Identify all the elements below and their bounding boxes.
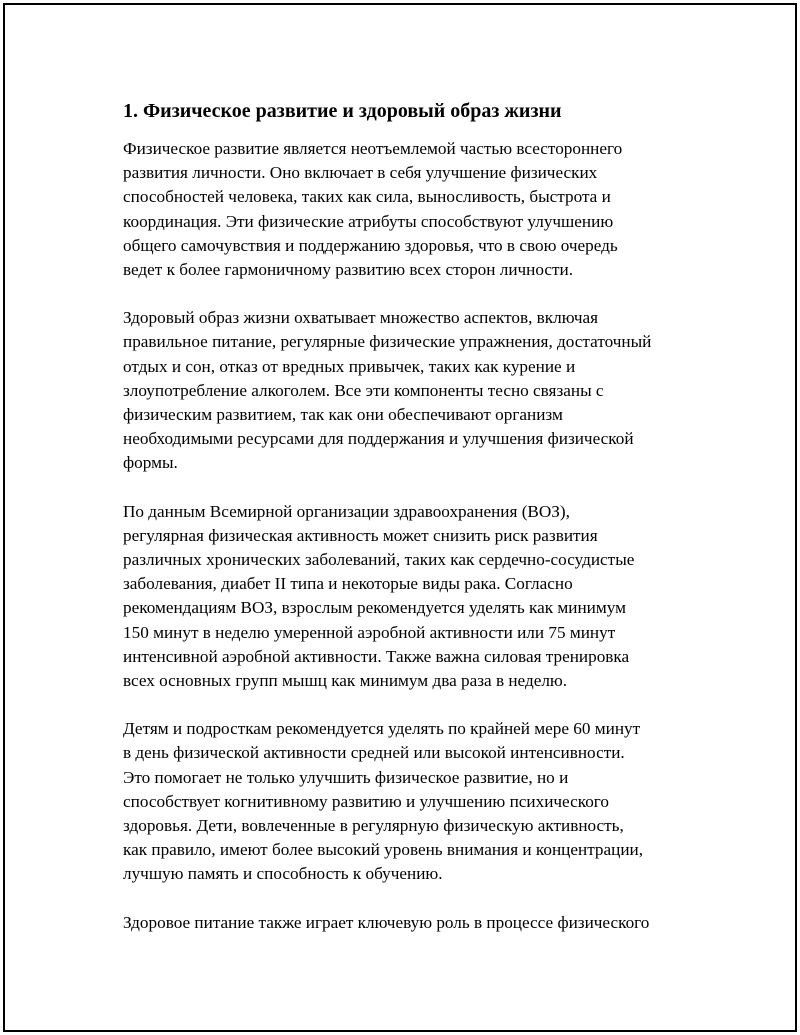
text-line: злоупотребление алкоголем. Все эти компоненты тесно связаны с [123,380,604,400]
paragraph [123,500,713,694]
text-line: Физическое развитие является неотъемлемой частью всестороннего [123,139,623,158]
text-line: правильное питание, регулярные физические упражнения, достаточный [123,332,652,352]
text-line: По данным Всемирной организации здравоохранения (ВОЗ), [123,501,570,521]
text-line: Здоровый образ жизни охватывает множество аспектов, включая [123,308,599,328]
text-line: Здоровое питание также играет ключевую роль в процессе физического [123,912,650,932]
paragraph [123,717,713,886]
text-line: способствует когнитивному развитию и улучшению психического [123,791,610,811]
text-line: лучшую память и способность к обучению. [123,864,443,884]
text-line: развития личности. Оно включает в себя улучшение физических [123,163,598,183]
document-body [123,99,713,935]
text-line: ведет к более гармоничному развитию всех сторон личности. [123,260,574,280]
text-line: регулярная физическая активность может снизить риск развития [123,525,598,545]
text-line: заболевания, диабет II типа и некоторые виды рака. Согласно [123,574,573,594]
paragraph [123,306,713,475]
text-line: в день физической активности средней или высокой интенсивности. [123,743,625,763]
page-frame [3,3,797,1032]
text-line: рекомендациям ВОЗ, взрослым рекомендуется уделять как минимум [123,598,626,618]
text-line: всех основных групп мышц как минимум два раза в неделю. [123,671,568,691]
text-line: различных хронических заболеваний, таких как сердечно-сосудистые [123,550,635,570]
text-line: 150 минут в неделю умеренной аэробной активности или 75 минут [123,622,616,642]
text-line: как правило, имеют более высокий уровень внимания и концентрации, [123,840,644,860]
text-line: интенсивной аэробной активности. Также важна силовая тренировка [123,646,630,666]
text-line: способностей человека, таких как сила, выносливость, быстрота и [123,187,611,207]
text-line: физическим развитием, так как они обеспечивают организм [123,405,563,425]
text-line: координация. Эти физические атрибуты способствуют улучшению [123,211,614,231]
text-line: здоровья. Дети, вовлеченные в регулярную физическую активность, [123,816,624,836]
paragraph [123,137,713,282]
paragraph [123,911,713,935]
text-line: отдых и сон, отказ от вредных привычек, таких как курение и [123,356,576,376]
text-line: Это помогает не только улучшить физическое развитие, но и [123,767,569,787]
section-heading: 1. Физическое развитие и здоровый образ жизни [123,100,562,122]
text-line: Детям и подросткам рекомендуется уделять по крайней мере 60 минут [123,719,641,739]
text-line: общего самочувствия и поддержанию здоровья, что в свою очередь [123,235,618,255]
text-line: необходимыми ресурсами для поддержания и улучшения физической [123,429,634,449]
text-line: формы. [123,453,178,473]
paragraphs [123,137,713,935]
